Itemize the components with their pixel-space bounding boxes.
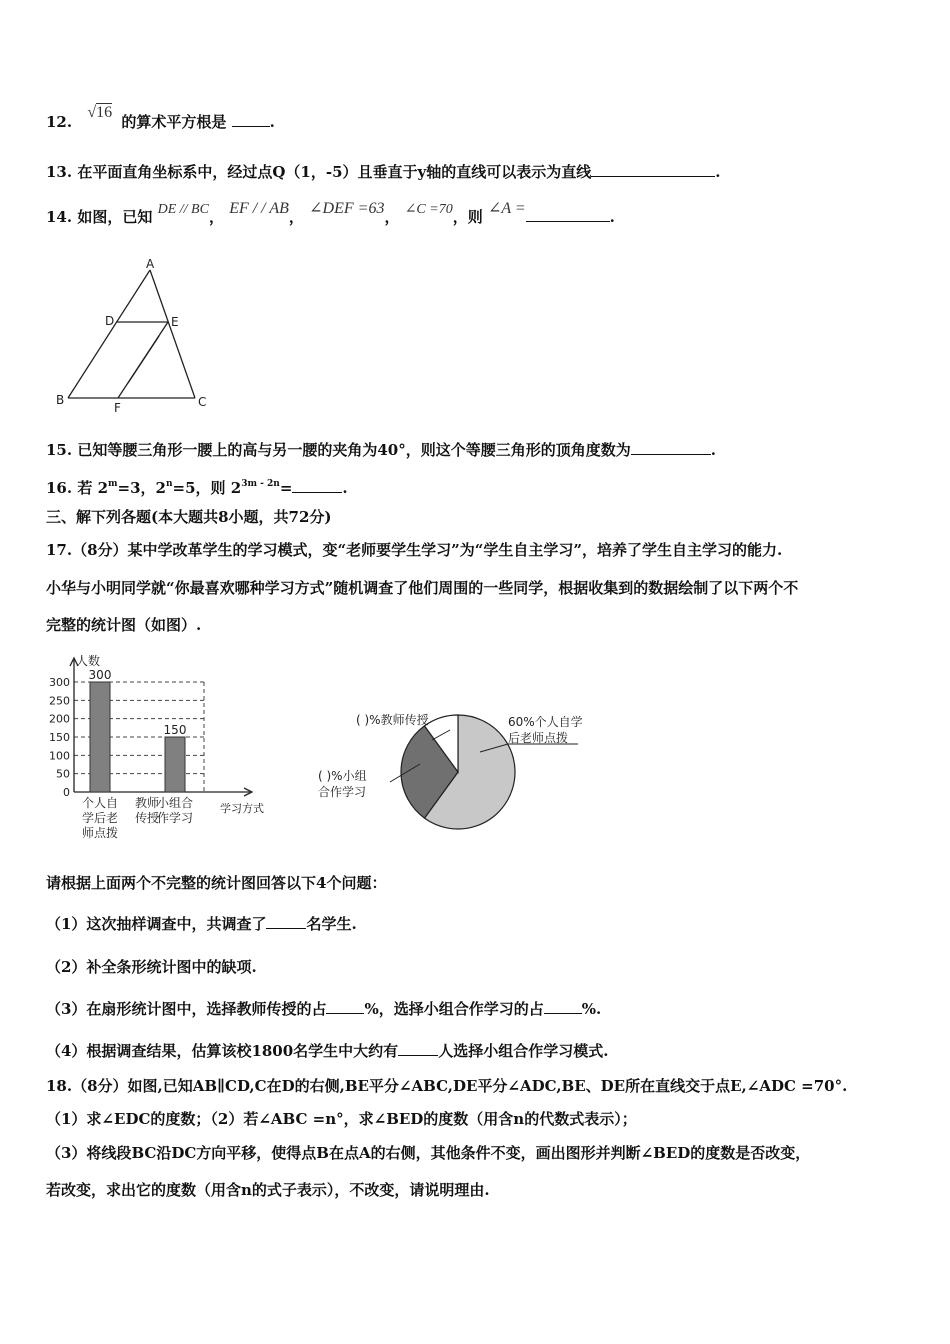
- q18-line-1: 18.（8分）如图,已知AB∥CD,C在D的右侧,BE平分∠ABC,DE平分∠ADC,BE、DE所在直线交于点E,∠ADC =70°.: [46, 1077, 848, 1095]
- q12-text: 的算术平方根是: [121, 113, 227, 131]
- label-d: D: [105, 314, 115, 328]
- q14-angle-a: ∠A =: [487, 200, 526, 217]
- q17-prompt: 请根据上面两个不完整的统计图回答以下4个问题：: [46, 874, 387, 892]
- bar: [90, 682, 110, 792]
- label-f: F: [114, 401, 121, 415]
- q17-s3-blank-teacher[interactable]: [326, 999, 364, 1014]
- q18-line-3: （3）将线段BC沿DC方向平移，使得点B在点A的右侧，其他条件不变，画出图形并判断∠BED的度数是否改变，: [46, 1144, 811, 1162]
- q14-number: 14.: [46, 208, 73, 226]
- q17-sub-2: （2）补全条形统计图中的缺项.: [46, 958, 257, 976]
- q15-answer-blank[interactable]: [631, 440, 711, 455]
- q12-answer-blank[interactable]: [232, 112, 270, 127]
- q15-text: 已知等腰三角形一腰上的高与另一腰的夹角为40°，则这个等腰三角形的顶角度数为: [77, 441, 631, 459]
- q12-number: 12.: [46, 113, 73, 131]
- y-tick-label: 50: [56, 767, 70, 781]
- q17-line-3: 完整的统计图（如图）.: [46, 616, 202, 634]
- bar-chart: [44, 652, 284, 847]
- q17-line-1: 17.（8分）某中学改革学生的学习模式，变“老师要学生学习”为“学生自主学习”，培养了学生自主学习的能力.: [46, 541, 783, 559]
- q16-end: .: [342, 479, 348, 497]
- question-16: [46, 474, 348, 498]
- y-tick-label: 200: [49, 712, 70, 726]
- label-c: C: [198, 395, 207, 409]
- q12-end: .: [269, 113, 275, 131]
- category-label: 师点拨: [81, 826, 119, 840]
- q14-cond-de-parallel-bc: DE // BC: [157, 202, 209, 217]
- q16-answer-blank[interactable]: [292, 478, 342, 493]
- q17-s4-blank[interactable]: [398, 1041, 438, 1056]
- y-tick-label: 150: [49, 731, 70, 744]
- q17-sub-1: [46, 914, 357, 934]
- category-label: 小组合: [156, 796, 194, 810]
- label-e: E: [171, 315, 179, 329]
- pie-label: 60%个人自学: [508, 715, 583, 729]
- q14-answer-blank[interactable]: [526, 207, 610, 222]
- q17-s3-text-b: %，选择小组合作学习的占: [364, 1000, 544, 1018]
- side-ab: [68, 270, 150, 398]
- q17-s1-blank[interactable]: [266, 914, 306, 929]
- pie-label: 合作学习: [318, 785, 367, 799]
- pie-chart: [300, 700, 610, 850]
- q16-text-c: =5，则 2: [172, 479, 242, 497]
- sqrt-radicand: 16: [96, 104, 113, 121]
- q18-line-4: 若改变，求出它的度数（用含n的式子表示），不改变，请说明理由.: [46, 1181, 490, 1199]
- q14-text-a: 如图，已知: [77, 208, 153, 226]
- q14-end: .: [609, 208, 615, 226]
- category-label: 学后老: [81, 811, 119, 825]
- q13-answer-blank[interactable]: [591, 162, 715, 177]
- q14-sep: ，: [384, 208, 400, 226]
- q14-cond-ef-parallel-ab: EF / / AB: [229, 200, 289, 217]
- q16-text-b: =3，2: [117, 479, 166, 497]
- question-14: [46, 200, 615, 229]
- q14-sep: ，: [208, 208, 224, 226]
- triangle-figure: [50, 258, 220, 418]
- q17-s1-end: 名学生.: [306, 915, 357, 933]
- q14-sep: ，: [288, 208, 304, 226]
- bar-data-label: 150: [163, 723, 187, 737]
- q16-exp-m: m: [108, 479, 118, 489]
- segment-inner: [128, 336, 159, 383]
- q17-s3-blank-group[interactable]: [544, 999, 582, 1014]
- pie-label: 后老师点拨: [508, 731, 569, 745]
- q15-end: .: [710, 441, 716, 459]
- q17-s3-end: %.: [581, 1000, 602, 1018]
- question-13: [46, 162, 720, 182]
- pie-label: ( )%教师传授: [356, 713, 429, 727]
- category-label: 个人自: [81, 796, 119, 810]
- y-tick-label: 300: [49, 676, 70, 689]
- q16-number: 16.: [46, 479, 73, 497]
- q17-s4-end: 人选择小组合作学习模式.: [438, 1042, 609, 1060]
- q14-cond-angle-def: ∠DEF =63: [309, 200, 385, 217]
- bar-data-label: 300: [88, 668, 112, 682]
- question-12: [46, 104, 275, 133]
- category-label: 教师: [134, 796, 160, 810]
- q13-text: 在平面直角坐标系中，经过点Q（1，-5）且垂直于y轴的直线可以表示为直线: [77, 163, 592, 181]
- category-label: 作学习: [156, 811, 194, 825]
- q15-number: 15.: [46, 441, 73, 459]
- y-axis-label: 人数: [76, 654, 101, 668]
- pie-label: ( )%小组: [318, 769, 367, 783]
- q14-text-b: ，则: [452, 208, 483, 226]
- side-ac: [150, 270, 195, 398]
- y-tick-label: 250: [49, 694, 70, 708]
- y-tick-label: 0: [63, 786, 70, 799]
- x-axis-label: 学习方式: [220, 802, 264, 815]
- q16-text-a: 若 2: [77, 479, 109, 497]
- y-tick-label: 100: [49, 749, 70, 763]
- question-15: [46, 440, 716, 460]
- sqrt-16: [87, 102, 112, 123]
- q14-cond-angle-c: ∠C =70: [404, 202, 453, 217]
- q17-line-2: 小华与小明同学就“你最喜欢哪种学习方式”随机调查了他们周围的一些同学，根据收集到的数据绘制了以下两个不: [46, 579, 799, 597]
- section-3-heading: 三、解下列各题(本大题共8小题，共72分): [46, 508, 332, 526]
- q13-end: .: [715, 163, 721, 181]
- bar: [165, 737, 185, 792]
- q16-exp-n: n: [166, 479, 173, 489]
- label-b: B: [56, 393, 65, 407]
- q13-number: 13.: [46, 163, 73, 181]
- category-label: 传授: [134, 811, 160, 825]
- q17-s4-text: （4）根据调查结果，估算该校1800名学生中大约有: [46, 1042, 399, 1060]
- q17-sub-3: [46, 999, 601, 1019]
- q16-text-d: =: [279, 479, 293, 497]
- q16-exp-3m-2n: 3m - 2n: [241, 479, 280, 489]
- q18-line-2: （1）求∠EDC的度数；（2）若∠ABC =n°，求∠BED的度数（用含n的代数式表示）；: [46, 1110, 637, 1128]
- q17-sub-4: [46, 1041, 608, 1061]
- q17-s1-text: （1）这次抽样调查中，共调查了: [46, 915, 267, 933]
- q17-s3-text-a: （3）在扇形统计图中，选择教师传授的占: [46, 1000, 327, 1018]
- sqrt-symbol: √: [87, 104, 97, 121]
- label-a: A: [146, 258, 155, 271]
